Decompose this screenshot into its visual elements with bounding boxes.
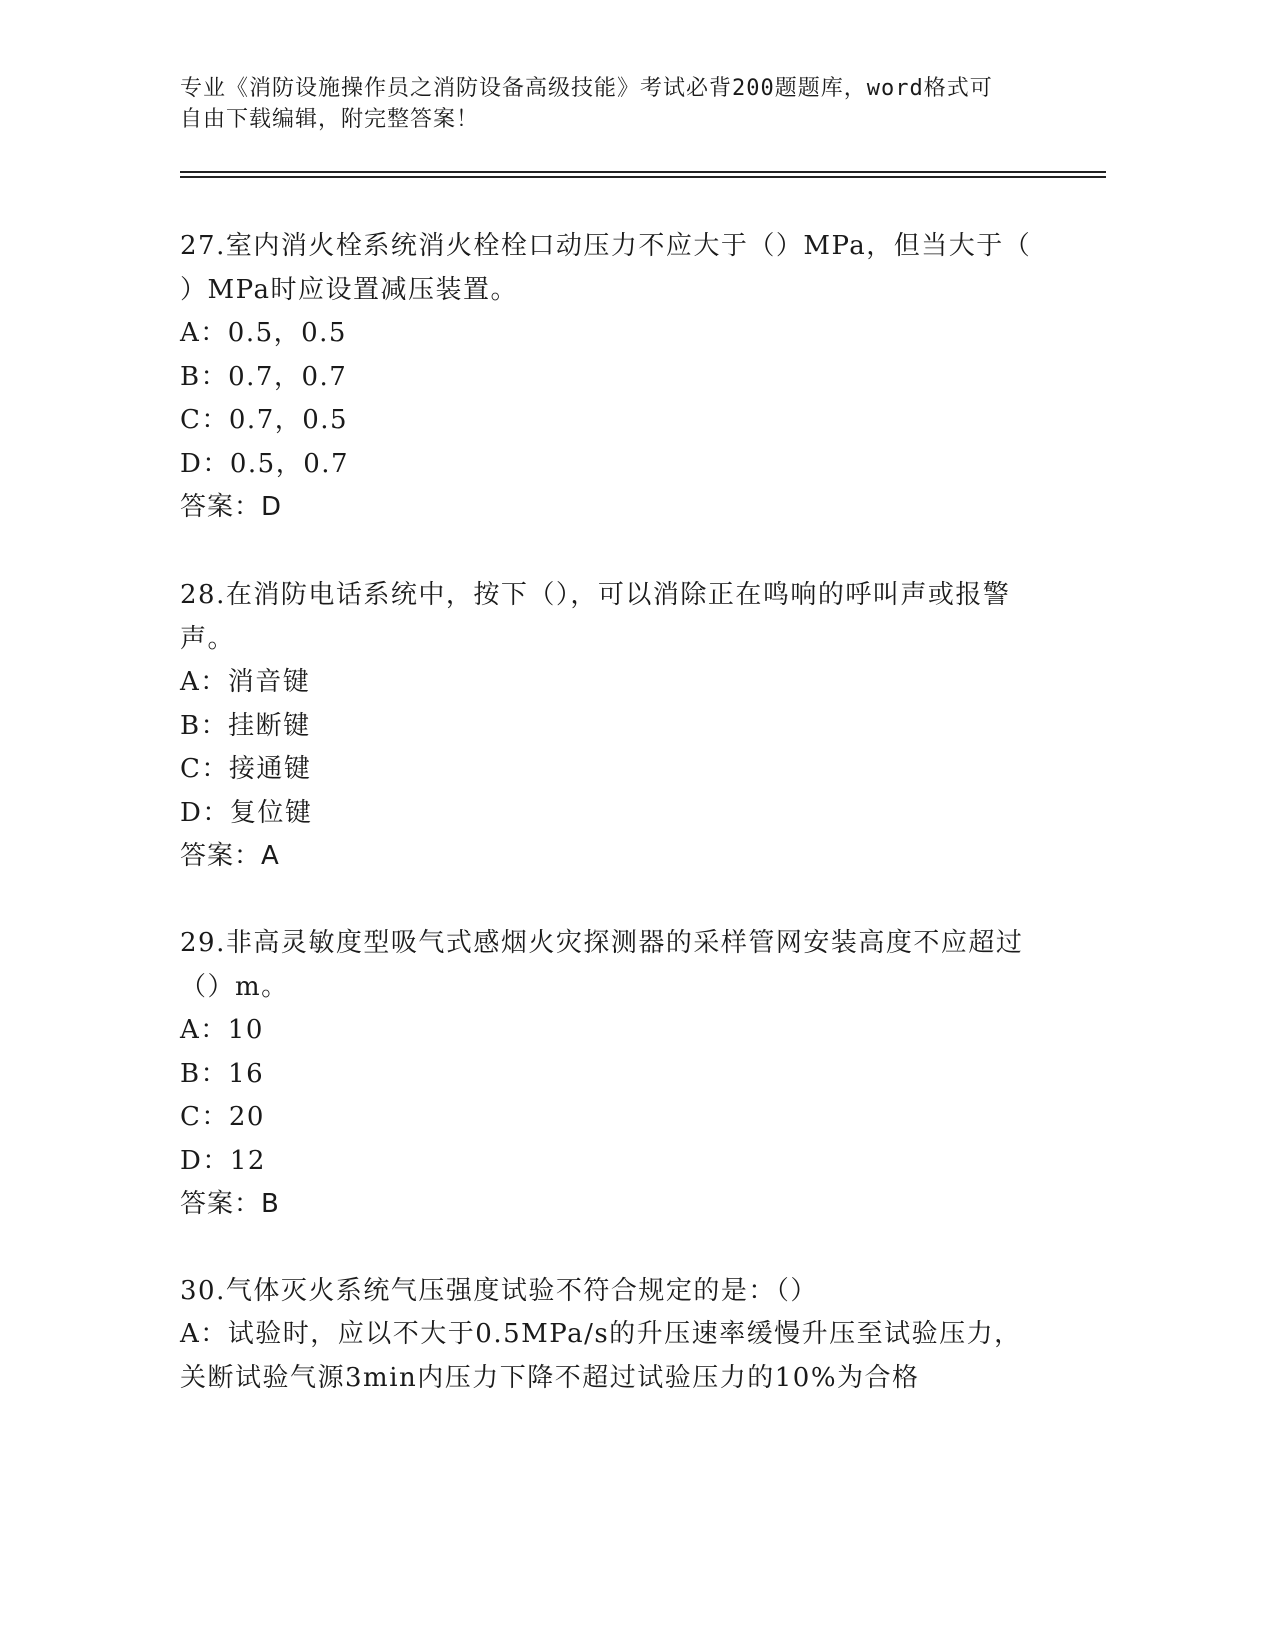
answer-line: 答案：D [180,492,283,522]
option-d: D：复位键 [180,797,313,828]
option-c: C：接通键 [180,754,312,784]
option-a: A：消音键 [180,667,311,697]
question-29 [180,921,1040,1227]
question-stem-line: （）m。 [180,972,289,1002]
question-stem-line: 30.气体灭火系统气压强度试验不符合规定的是：（） [180,1276,818,1306]
option-c: C：0.7，0.5 [180,405,349,435]
question-stem-line: 28.在消防电话系统中，按下（），可以消除正在鸣响的呼叫声或报警 [180,580,1011,610]
option-a: A：0.5，0.5 [180,318,347,348]
option-a: A：10 [180,1015,264,1045]
header-divider-bottom [180,176,1106,178]
header-line-1: 专业《消防设施操作员之消防设备高级技能》考试必背200题题库，word格式可 [180,76,993,101]
question-stem-line: ）MPa时应设置减压装置。 [180,275,518,305]
header-line-2: 自由下载编辑，附完整答案！ [180,107,480,132]
question-27 [180,224,1040,530]
answer-line: 答案：A [180,841,280,871]
answer-line: 答案：B [180,1189,280,1219]
question-30 [180,1269,1040,1400]
question-stem-line: 29.非高灵敏度型吸气式感烟火灾探测器的采样管网安装高度不应超过 [180,928,1024,958]
option-b: B：0.7，0.7 [180,361,348,392]
question-stem-line: 声。 [180,624,236,654]
option-a: A：试验时，应以不大于0.5MPa/s的升压速率缓慢升压至试验压力， [180,1319,1022,1349]
question-stem-line: 27.室内消火栓系统消火栓栓口动压力不应大于（）MPa，但当大于（ [180,231,1032,261]
question-28 [180,573,1040,879]
option-d: D：0.5，0.7 [180,448,350,479]
option-c: C：20 [180,1102,265,1132]
option-b: B：16 [180,1058,265,1089]
document-header [180,73,1060,135]
option-b: B：挂断键 [180,710,311,741]
header-divider-top [180,171,1106,173]
option-a-continued: 关断试验气源3min内压力下降不超过试验压力的10%为合格 [180,1362,920,1393]
option-d: D：12 [180,1145,266,1176]
